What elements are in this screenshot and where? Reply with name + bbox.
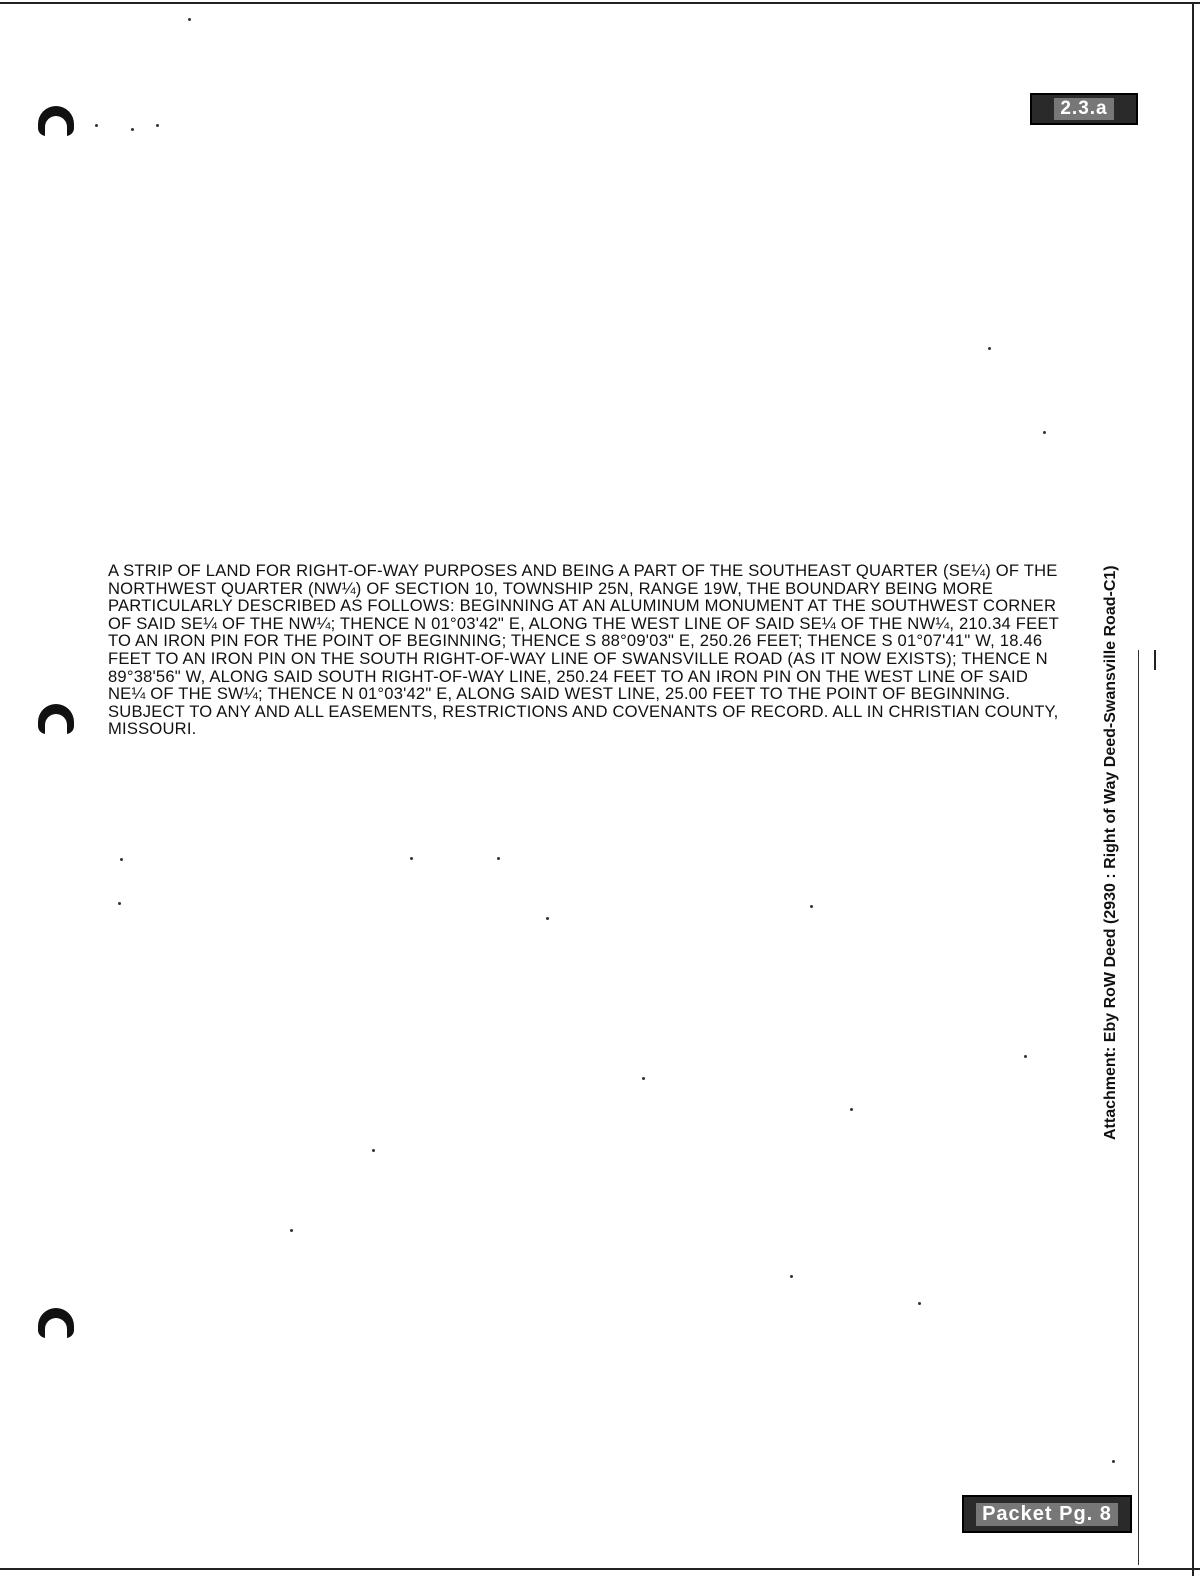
scan-frame-top [0, 2, 1200, 4]
binder-hole-icon [38, 1308, 74, 1338]
scan-frame-bottom [0, 1568, 1200, 1570]
binder-hole-icon [38, 704, 74, 734]
scan-speck [188, 18, 191, 21]
attachment-label: Attachment: Eby RoW Deed (2930 : Right of Way Deed-Swansville Road-C1) [1102, 565, 1119, 1140]
scan-speck [120, 858, 123, 861]
scan-speck [642, 1077, 645, 1080]
scan-margin-line [1138, 650, 1139, 1565]
scan-speck [410, 857, 413, 860]
scan-speck [850, 1108, 853, 1111]
scan-speck [988, 347, 991, 350]
scan-speck [372, 1149, 375, 1152]
scan-speck [95, 124, 98, 127]
binder-hole-icon [38, 106, 74, 136]
scan-speck [156, 124, 159, 127]
scan-speck [1024, 1055, 1027, 1058]
agenda-item-stamp [1030, 93, 1138, 125]
scan-speck [918, 1302, 921, 1305]
scan-speck [546, 917, 549, 920]
scan-speck [131, 128, 134, 131]
scan-speck [790, 1275, 793, 1278]
packet-page-stamp [962, 1495, 1132, 1533]
scan-speck [290, 1229, 293, 1232]
scan-speck [1112, 1460, 1115, 1463]
scan-speck [497, 857, 500, 860]
scan-frame-right [1192, 2, 1194, 1576]
scan-speck [118, 902, 121, 905]
legal-description: A STRIP OF LAND FOR RIGHT-OF-WAY PURPOSES AND BEING A PART OF THE SOUTHEAST QUARTER (SE¼) OF THE NORTHWEST QUARTER (NW¼) OF SECTION 10, TOWNSHIP 25N, RANGE 19W, THE BOUNDARY BEING MORE PARTICULARLY DESCRIBED AS FOLLOWS: BEGINNING AT AN ALUMINUM MONUMENT AT THE SOUTHWEST CORNER OF SAID SE¼ OF THE NW¼; THENCE N 01°03'42" E, ALONG THE WEST LINE OF SAID SE¼ OF THE NW¼, 210.34 FEET TO AN IRON PIN FOR THE POINT OF BEGINNING; THENCE S 88°09'03" E, 250.26 FEET; THENCE S 01°07'41" W, 18.46 FEET TO AN IRON PIN ON THE SOUTH RIGHT-OF-WAY LINE OF SWANSVILLE ROAD (AS IT NOW EXISTS); THENCE N 89°38'56" W, ALONG SAID SOUTH RIGHT-OF-WAY LINE, 250.24 FEET TO AN IRON PIN ON THE WEST LINE OF SAID NE¼ OF THE SW¼; THENCE N 01°03'42" E, ALONG SAID WEST LINE, 25.00 FEET TO THE POINT OF BEGINNING. SUBJECT TO ANY AND ALL EASEMENTS, RESTRICTIONS AND COVENANTS OF RECORD. ALL IN CHRISTIAN COUNTY, MISSOURI. [108, 561, 1059, 739]
scan-speck [1043, 431, 1046, 434]
packet-page-number: Packet Pg. 8 [976, 1503, 1118, 1526]
scan-dash-mark [1154, 650, 1156, 670]
scan-speck [810, 905, 813, 908]
agenda-item-code: 2.3.a [1054, 98, 1113, 120]
